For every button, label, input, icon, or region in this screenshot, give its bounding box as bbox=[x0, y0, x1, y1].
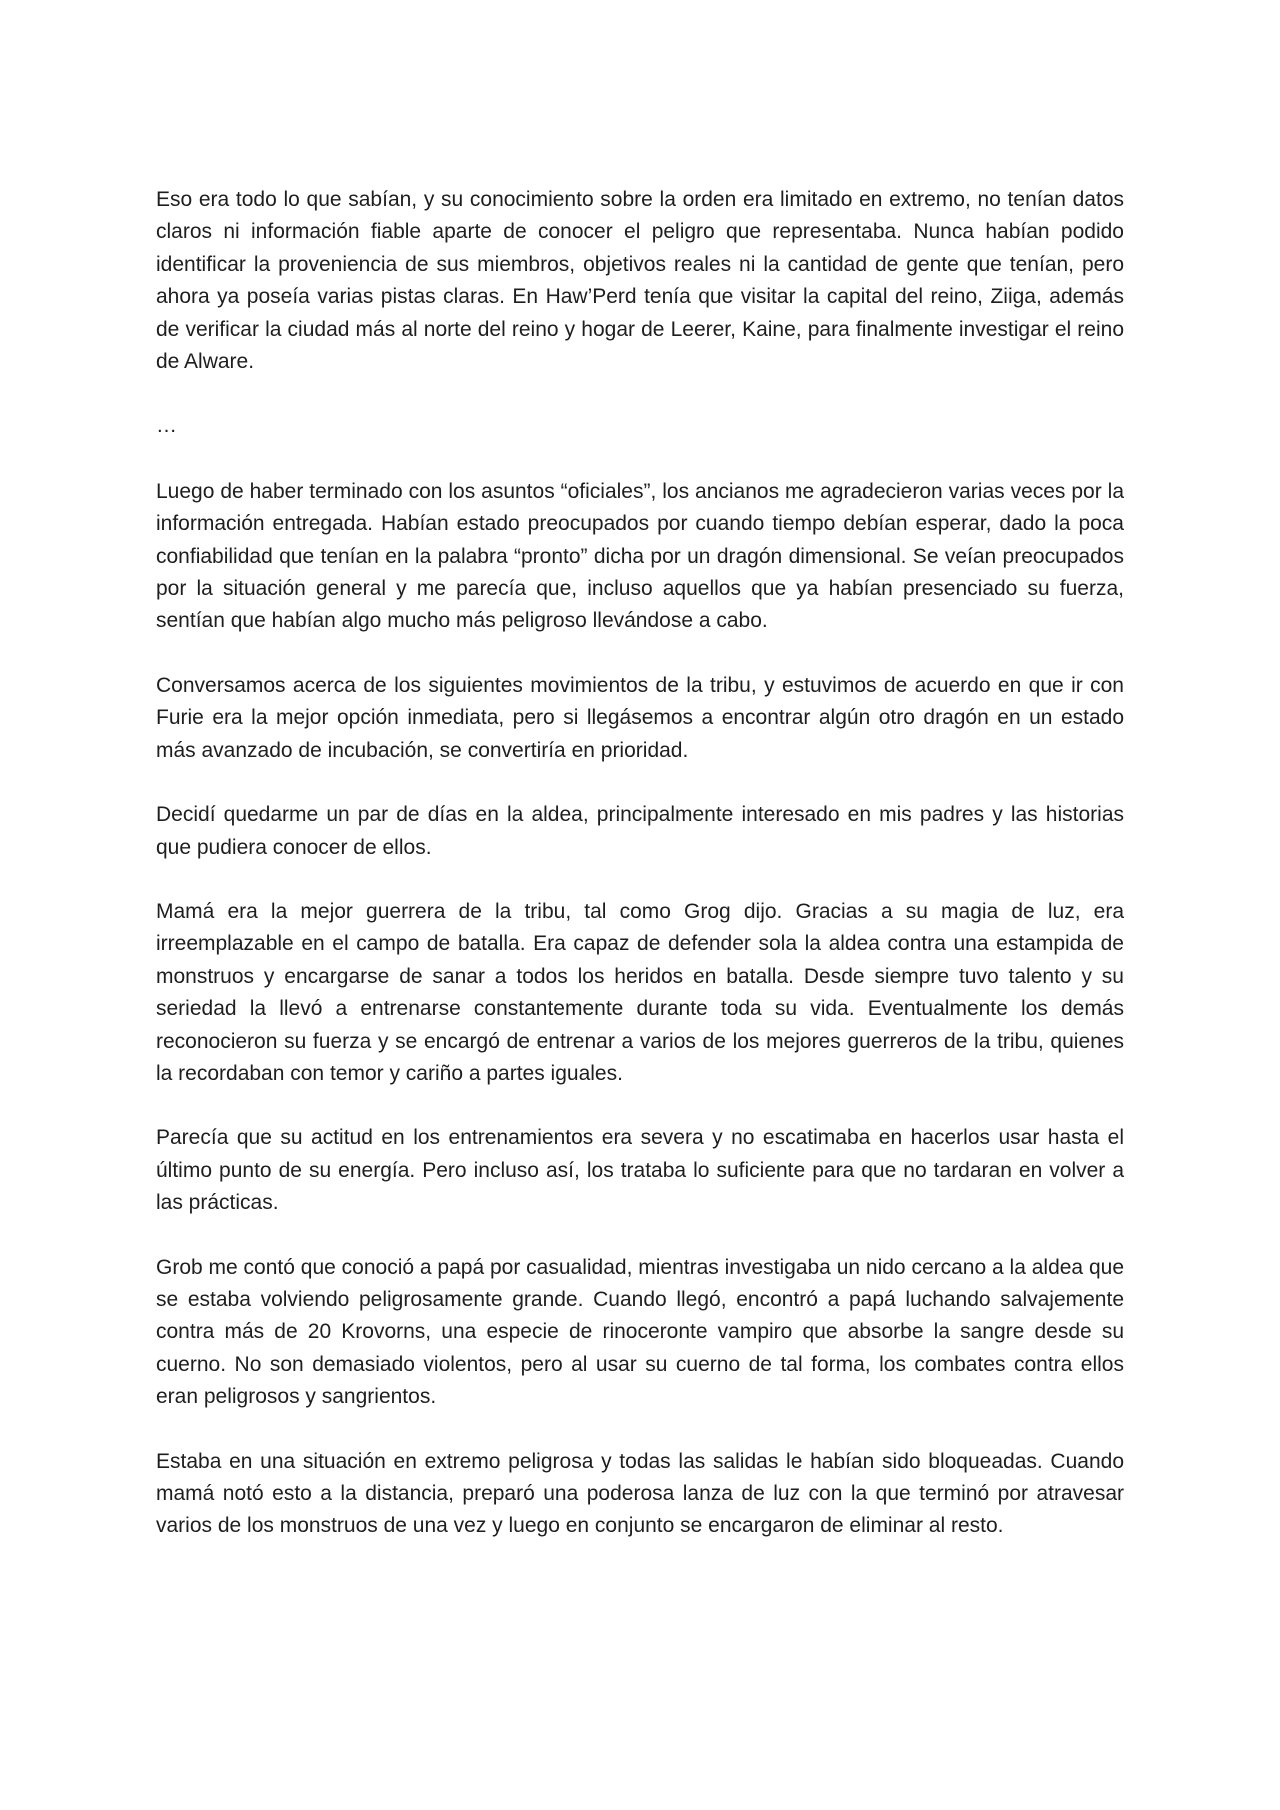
paragraph: Estaba en una situación en extremo peligrosa y todas las salidas le habían sido bloqueadas. Cuando mamá notó esto a la distancia, preparó una poderosa lanza de luz con la que terminó por atravesar varios de los monstruos de una vez y luego en conjunto se encargaron de eliminar al resto. bbox=[156, 1449, 1124, 1538]
paragraph: Conversamos acerca de los siguientes movimientos de la tribu, y estuvimos de acuerdo en que ir con Furie era la mejor opción inmediata, pero si llegásemos a encontrar algún otro dragón en un estado más avanzado de incubación, se convertiría en prioridad. bbox=[156, 673, 1124, 762]
paragraph: Eso era todo lo que sabían, y su conocimiento sobre la orden era limitado en extremo, no tenían datos claros ni información fiable aparte de conocer el peligro que representaba. Nunca habían podido identificar la proveniencia de sus miembros, objetivos reales ni la cantidad de gente que tenían, pero ahora ya poseía varias pistas claras. En Haw’Perd tenía que visitar la capital del reino, Ziiga, además de verificar la ciudad más al norte del reino y hogar de Leerer, Kaine, para finalmente investigar el reino de Alware. bbox=[156, 188, 1124, 374]
paragraph: Luego de haber terminado con los asuntos “oficiales”, los ancianos me agradecieron varias veces por la información entregada. Habían estado preocupados por cuando tiempo debían esperar, dado la poca confiabilidad que tenían en la palabra “pronto” dicha por un dragón dimensional. Se veían preocupados por la situación general y me parecía que, incluso aquellos que ya habían presenciado su fuerza, sentían que habían algo mucho más peligroso llevándose a cabo. bbox=[156, 479, 1124, 633]
paragraph: Grob me contó que conoció a papá por casualidad, mientras investigaba un nido cercano a la aldea que se estaba volviendo peligrosamente grande. Cuando llegó, encontró a papá luchando salvajemente contra más de 20 Krovorns, una especie de rinoceronte vampiro que absorbe la sangre desde su cuerno. No son demasiado violentos, pero al usar su cuerno de tal forma, los combates contra ellos eran peligrosos y sangrientos. bbox=[156, 1255, 1124, 1409]
paragraph: Parecía que su actitud en los entrenamientos era severa y no escatimaba en hacerlos usar hasta el último punto de su energía. Pero incluso así, los trataba lo suficiente para que no tardaran en volver a las prácticas. bbox=[156, 1126, 1124, 1215]
section-break: … bbox=[156, 414, 177, 438]
paragraph: Decidí quedarme un par de días en la aldea, principalmente interesado en mis padres y las historias que pudiera conocer de ellos. bbox=[156, 803, 1124, 859]
paragraph: Mamá era la mejor guerrera de la tribu, tal como Grog dijo. Gracias a su magia de luz, era irreemplazable en el campo de batalla. Era capaz de defender sola la aldea contra una estampida de monstruos y encargarse de sanar a todos los heridos en batalla. Desde siempre tuvo talento y su seriedad la llevó a entrenarse constantemente durante toda su vida. Eventualmente los demás reconocieron su fuerza y se encargó de entrenar a varios de los mejores guerreros de la tribu, quienes la recordaban con temor y cariño a partes iguales. bbox=[156, 899, 1124, 1085]
document-body bbox=[156, 184, 1124, 1575]
